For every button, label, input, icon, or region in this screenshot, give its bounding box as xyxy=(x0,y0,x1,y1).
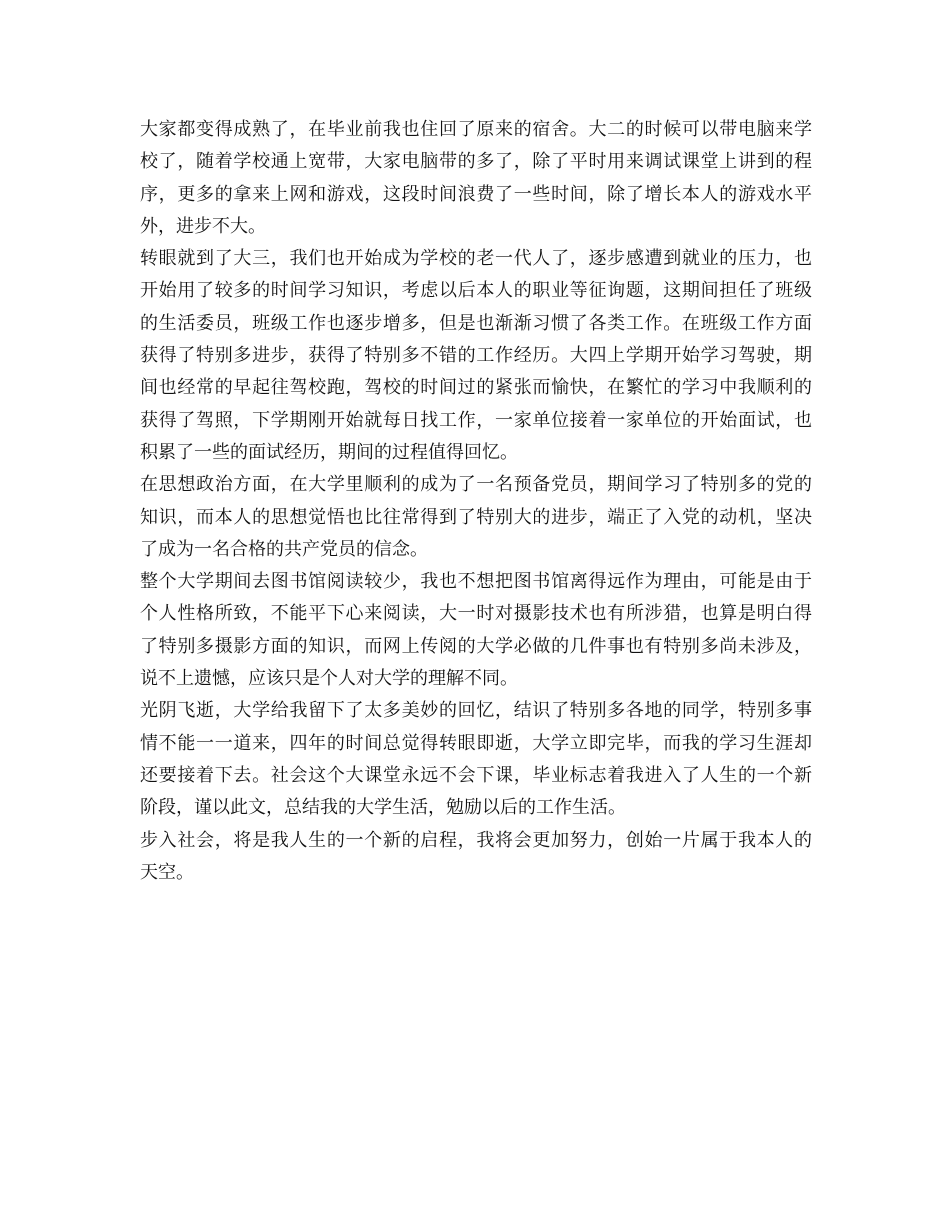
text-line: 外，进步不大。 xyxy=(140,215,266,237)
text-line: 还要接着下去。社会这个大课堂永远不会下课，毕业标志着我进入了人生的一个新 xyxy=(140,764,812,786)
paragraph-4 xyxy=(140,566,812,695)
paragraph-6 xyxy=(140,825,812,890)
text-line: 天空。 xyxy=(140,861,194,883)
text-line: 积累了一些的面试经历，期间的过程值得回忆。 xyxy=(140,441,518,463)
paragraph-5 xyxy=(140,695,812,824)
text-line: 的生活委员，班级工作也逐步增多，但是也渐渐习惯了各类工作。在班级工作方面 xyxy=(140,312,812,334)
text-line: 整个大学期间去图书馆阅读较少，我也不想把图书馆离得远作为理由，可能是由于 xyxy=(140,571,812,593)
text-line: 校了，随着学校通上宽带，大家电脑带的多了，除了平时用来调试课堂上讲到的程 xyxy=(140,151,812,173)
text-line: 在思想政治方面，在大学里顺利的成为了一名预备党员，期间学习了特别多的党的 xyxy=(140,474,812,496)
text-line: 阶段，谨以此文，总结我的大学生活，勉励以后的工作生活。 xyxy=(140,797,626,819)
text-line: 光阴飞逝，大学给我留下了太多美妙的回忆，结识了特别多各地的同学，特别多事 xyxy=(140,700,812,722)
paragraph-1 xyxy=(140,114,812,243)
text-line: 知识，而本人的思想觉悟也比往常得到了特别大的进步，端正了入党的动机，坚决 xyxy=(140,506,812,528)
text-line: 获得了驾照，下学期刚开始就每日找工作，一家单位接着一家单位的开始面试，也 xyxy=(140,409,812,431)
text-line: 大家都变得成熟了，在毕业前我也住回了原来的宿舍。大二的时候可以带电脑来学 xyxy=(140,119,812,140)
text-line: 个人性格所致，不能平下心来阅读，大一时对摄影技术也有所涉猎，也算是明白得 xyxy=(140,603,812,625)
paragraph-3 xyxy=(140,469,812,566)
text-line: 转眼就到了大三，我们也开始成为学校的老一代人了，逐步感遭到就业的压力，也 xyxy=(140,248,812,270)
text-line: 获得了特别多进步，获得了特别多不错的工作经历。大四上学期开始学习驾驶，期 xyxy=(140,345,812,367)
text-line: 了特别多摄影方面的知识，而网上传阅的大学必做的几件事也有特别多尚未涉及， xyxy=(140,635,812,657)
text-line: 步入社会，将是我人生的一个新的启程，我将会更加努力，创始一片属于我本人的 xyxy=(140,829,812,851)
text-line: 情不能一一道来，四年的时间总觉得转眼即逝，大学立即完毕，而我的学习生涯却 xyxy=(140,732,812,754)
text-line: 了成为一名合格的共产党员的信念。 xyxy=(140,538,428,560)
text-line: 开始用了较多的时间学习知识，考虑以后本人的职业等征询题，这期间担任了班级 xyxy=(140,280,812,302)
paragraph-2 xyxy=(140,243,812,469)
text-line: 说不上遗憾，应该只是个人对大学的理解不同。 xyxy=(140,668,518,690)
text-line: 序，更多的拿来上网和游戏，这段时间浪费了一些时间，除了增长本人的游戏水平 xyxy=(140,183,812,205)
text-line: 间也经常的早起往驾校跑，驾校的时间过的紧张而愉快，在繁忙的学习中我顺利的 xyxy=(140,377,812,399)
document-body xyxy=(140,114,812,889)
